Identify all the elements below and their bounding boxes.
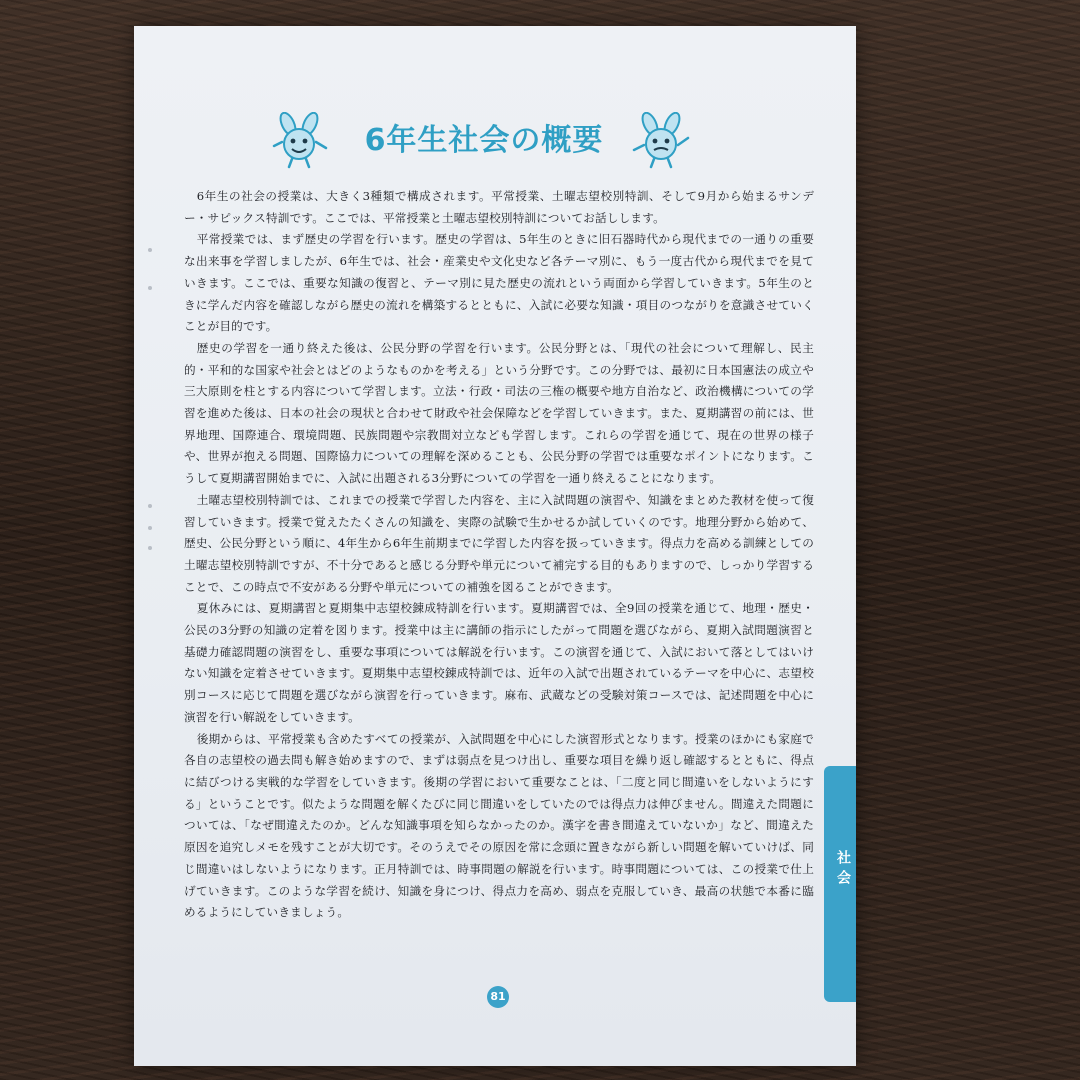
binder-hole	[148, 286, 152, 290]
paragraph: 土曜志望校別特訓では、これまでの授業で学習した内容を、主に入試問題の演習や、知識をまとめた教材を使って復習していきます。授業で覚えたたくさんの知識を、実際の試験で生かせるか試していくのです。地理分野から始めて、歴史、公民分野という順に、4年生から6年生前期までに学習した内容を扱っていきます。得点力を高める訓練としての土曜志望校別特訓ですが、不十分であると感じる分野や単元について補完する目的もありますので、しっかり学習することで、この時点で不安がある分野や単元についての補強を図ることができます。	[184, 492, 814, 594]
rabbit-mascot-icon	[268, 112, 332, 170]
paragraph: 夏休みには、夏期講習と夏期集中志望校錬成特訓を行います。夏期講習では、全9回の授業を通じて、地理・歴史・公民の3分野の知識の定着を図ります。授業中は主に講師の指示にしたがって問題を選びながら、夏期入試問題演習と基礎力確認問題の演習をし、重要な事項については解説を行います。この演習を通じて、入試において落としてはいけない知識を定着させていきます。夏期集中志望校錬成特訓では、近年の入試で出題されているテーマを中心に、志望校別コースに応じて問題を選びながら演習を行っていきます。麻布、武蔵などの受験対策コースでは、記述問題を中心に演習を行い解説をしていきます。	[184, 601, 814, 724]
binder-hole	[148, 546, 152, 550]
paragraph: 歴史の学習を一通り終えた後は、公民分野の学習を行います。公民分野とは、「現代の社会について理解し、民主的・平和的な国家や社会とはどのようなものかを考える」という分野です。この分野では、最初に日本国憲法の成立や三大原則を柱とする内容について学習します。立法・行政・司法の三権の概要や地方自治など、政治機構についての学習を進めた後は、日本の社会の現状と合わせて財政や社会保障などを学習していきます。また、夏期講習の前には、世界地理、国際連合、環境問題、民族問題や宗教間対立なども学習します。これらの学習を通じて、現在の世界の様子や、世界が抱える問題、国際協力についての理解を深めることも、公民分野の学習では重要なポイントになります。こうして夏期講習開始までに、入試に出題される3分野についての学習を一通り終えることになります。	[184, 340, 814, 486]
paragraph: 平常授業では、まず歴史の学習を行います。歴史の学習は、5年生のときに旧石器時代から現代までの一通りの重要な出来事を学習しましたが、6年生では、社会・産業史や文化史など各テーマ別に、もう一度古代から現代までを見ていきます。ここでは、重要な知識の復習と、テーマ別に見た歴史の流れという両面から学習していきます。5年生のときに学んだ内容を確認しながら歴史の流れを構築するとともに、入試に必要な知識・項目のつながりを意識させていくことが目的です。	[184, 232, 814, 334]
binder-hole	[148, 504, 152, 508]
page-header	[134, 112, 856, 172]
document-page	[134, 26, 856, 1066]
body-text	[184, 186, 814, 924]
page-number: 81	[487, 986, 509, 1008]
binder-hole	[148, 248, 152, 252]
subject-tab	[824, 766, 856, 1002]
page-title: 6年生社会の概要	[364, 123, 604, 158]
binder-hole	[148, 526, 152, 530]
rabbit-mascot-icon	[630, 112, 694, 170]
paragraph: 後期からは、平常授業も含めたすべての授業が、入試問題を中心にした演習形式となります。授業のほかにも家庭で各自の志望校の過去問も解き始めますので、まずは弱点を見つけ出し、重要な項目を繰り返し確認するとともに、得点に結びつける実戦的な学習をしていきます。後期の学習において重要なことは、「二度と同じ間違いをしないようにする」ということです。似たような問題を解くたびに同じ間違いをしていたのでは得点力は伸びません。間違えた問題については、「なぜ間違えたのか。どんな知識事項を知らなかったのか。漢字を書き間違えていないか」など、間違えた原因を追究しメモを残すことが大切です。そのうえでその原因を常に念頭に置きながら新しい問題を解いていけば、同じ間違いはしないようになります。正月特訓では、時事問題の解説を行います。時事問題については、この授業で仕上げていきます。このような学習を続け、知識を身につけ、得点力を高め、弱点を克服していき、最高の状態で本番に臨めるようにしていきましょう。	[184, 731, 814, 920]
paragraph: 6年生の社会の授業は、大きく3種類で構成されます。平常授業、土曜志望校別特訓、そして9月から始まるサンデー・サピックス特訓です。ここでは、平常授業と土曜志望校別特訓についてお話しします。	[184, 189, 814, 225]
subject-tab-label: 社会	[835, 850, 851, 890]
